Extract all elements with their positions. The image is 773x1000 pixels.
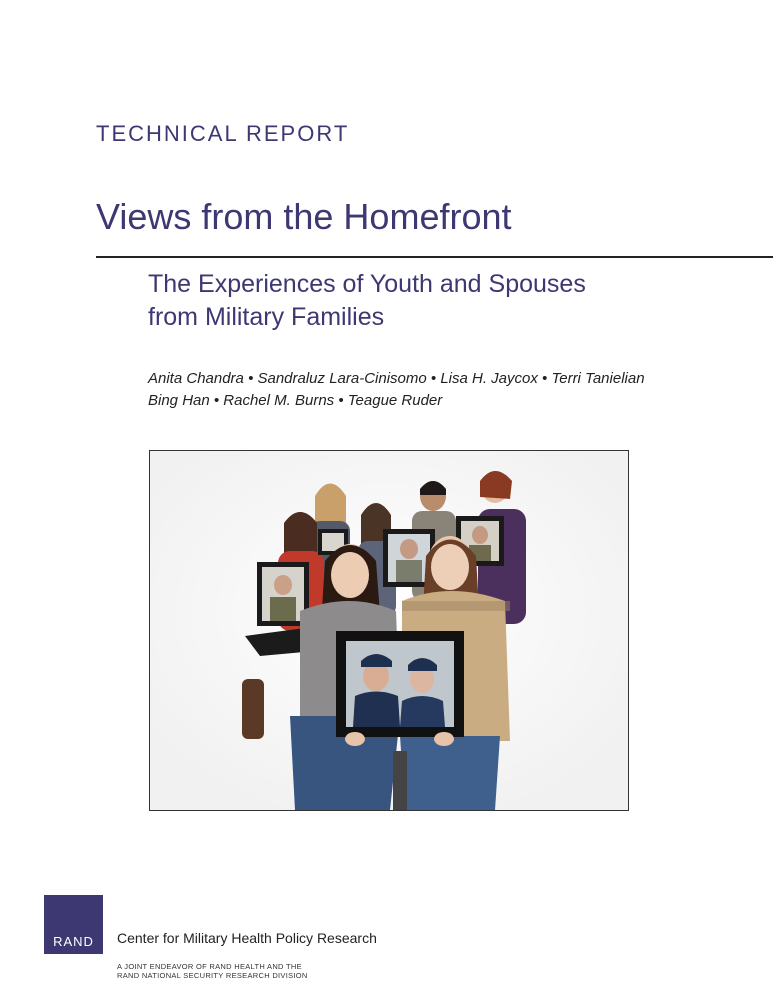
author-line: Anita Chandra • Sandraluz Lara-Cinisomo • Lisa H. Jaycox • Terri Tanielian (148, 370, 645, 387)
research-center-name: Center for Military Health Policy Research (117, 930, 377, 946)
subtitle-line: The Experiences of Youth and Spouses (148, 270, 586, 298)
author-line: Bing Han • Rachel M. Burns • Teague Ruder (148, 392, 443, 409)
cover-photo-illustration (150, 451, 628, 810)
rand-logo-text: RAND (53, 934, 94, 949)
cover-photo (149, 450, 629, 811)
rand-logo (44, 895, 103, 954)
subtitle (148, 268, 668, 334)
report-type-label: TECHNICAL REPORT (96, 121, 350, 146)
joint-note-line: A JOINT ENDEAVOR OF RAND HEALTH AND THE (117, 962, 302, 971)
page-title: Views from the Homefront (96, 196, 512, 237)
subtitle-line: from Military Families (148, 303, 385, 331)
author-list (148, 368, 708, 412)
large-portrait-frame (336, 631, 464, 737)
joint-endeavor-note (117, 962, 417, 980)
title-divider (96, 256, 773, 258)
joint-note-line: RAND NATIONAL SECURITY RESEARCH DIVISION (117, 971, 308, 980)
